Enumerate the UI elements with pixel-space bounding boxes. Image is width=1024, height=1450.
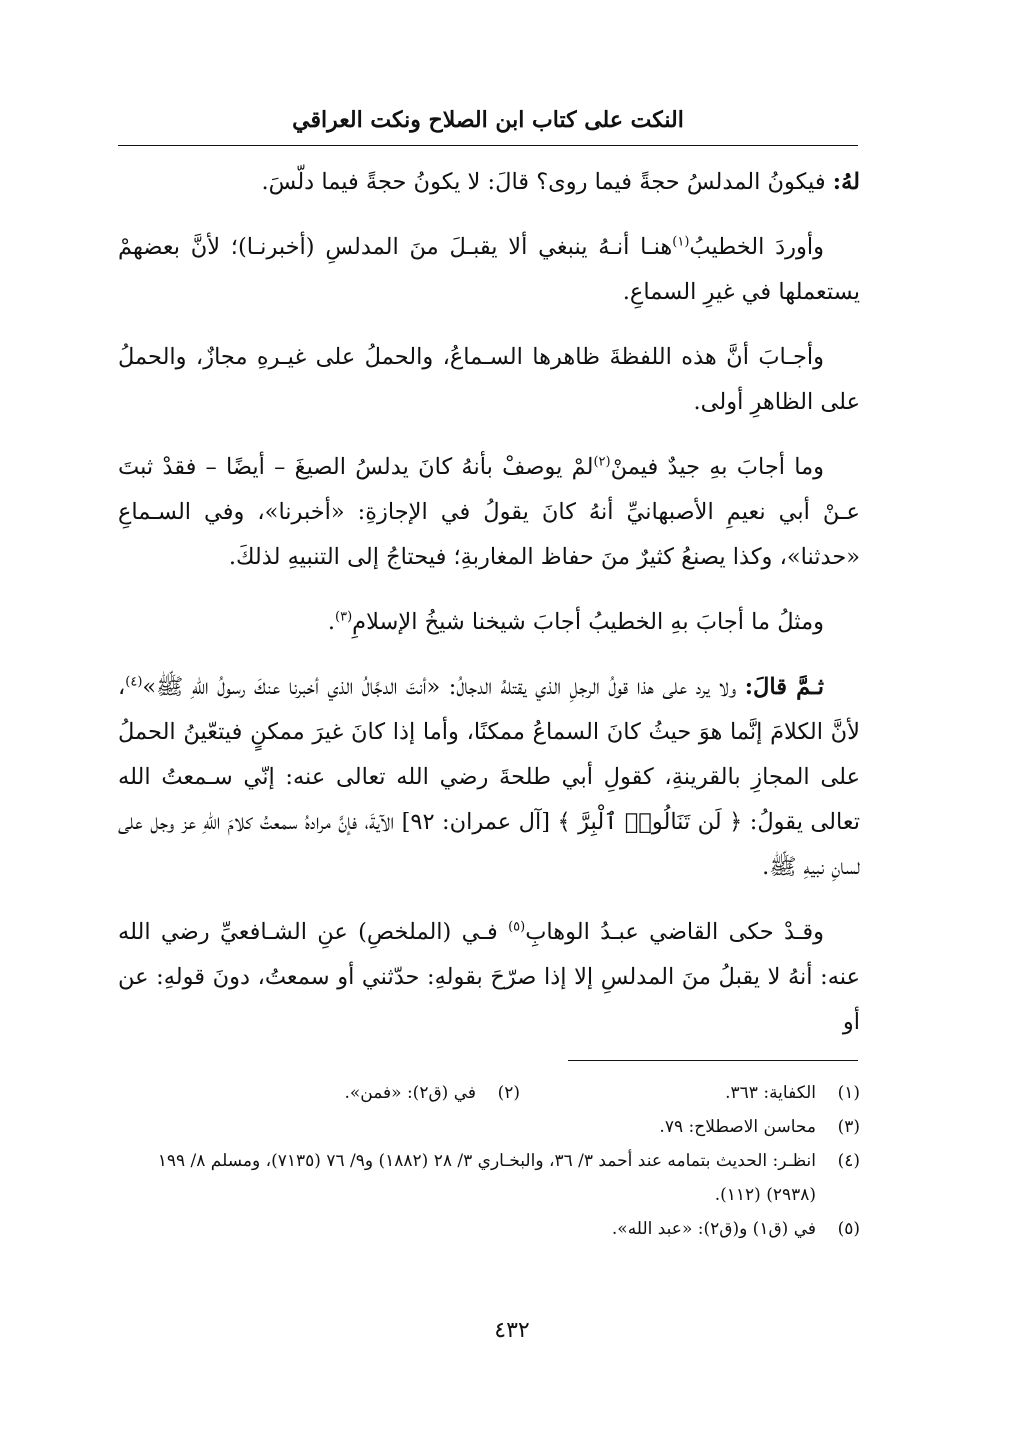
paragraph-text: فيكونُ المدلسُ حجةً فيما روى؟ قالَ: لا يكونُ حجةً فيما دلّسَ.: [261, 169, 833, 195]
paragraph-text: ، لأنَّ الكلامَ إنَّما هوَ حيثُ كانَ السماعُ ممكنًا، وأما إذا كانَ غيرَ ممكنٍ فيتعّينُ الحملُ على المجازِ بالقرينةِ، كقولِ أبي طلحةَ رضي الله تعالى عنه: إنّي سـمعتُ الله تعالى يقولُ: ﴿ لَن تَنَالُوا۟ ٱلْبِرَّ ﴾ [آل عمران: ٩٢] الآيةَ، فإنَّ مرادهُ سمعتُ كلامَ اللهِ عز وجل على لسانِ نبيهِ ﷺ.: [118, 674, 860, 880]
footnote-ref-4[interactable]: (٤): [125, 674, 143, 690]
paragraph-2: [118, 225, 860, 315]
header-rule: [118, 145, 858, 146]
paragraph-6: [118, 665, 860, 890]
paragraph-text: لمْ يوصفْ بأنهُ كانَ يدلسُ الصيغَ – أيضًا – فقدْ ثبتَ عـنْ أبي نعيمِ الأصبهانيِّ أنهُ كانَ يقولُ في الإجازةِ: «أخبرنا»، وفي السـماعِ «حدثنا»، وكذا يصنعُ كثيرٌ منَ حفاظ المغاربةِ؛ فيحتاجُ إلى التنبيهِ لذلكَ.: [118, 454, 860, 570]
paragraph-lead: لهُ:: [832, 169, 860, 195]
main-text: [118, 160, 860, 1065]
footnote-number: (٤): [837, 1151, 860, 1171]
footnotes: [118, 1076, 860, 1246]
footnote-ref-5[interactable]: (٥): [508, 919, 526, 935]
paragraph-text: ومثلُ ما أجابَ بهِ الخطيبُ أجابَ شيخنا شيخُ الإسلامِ: [352, 609, 824, 635]
footnote-ref-2[interactable]: (٢): [593, 454, 611, 470]
paragraph-text: فـي (الملخصِ) عنِ الشـافعيِّ رضي الله عنه: أنهُ لا يقبلُ منَ المدلسِ إلا إذا صرّحَ بقولهِ: حدّثني أو سمعتُ، دونَ قولهِ: عن أو: [118, 919, 860, 1035]
running-header: النكت على كتاب ابن الصلاح ونكت العراقي: [292, 107, 684, 133]
paragraph-text: وقـدْ حكى القاضي عبـدُ الوهابِ: [525, 919, 825, 945]
paragraph-lead: ثـمَّ قالَ:: [744, 674, 824, 700]
footnote-text: محاسن الاصطلاح: ٧٩.: [659, 1117, 816, 1137]
page-number: ٤٣٢: [494, 1318, 530, 1343]
paragraph-5: [118, 600, 860, 645]
footnote-4: [118, 1144, 860, 1212]
paragraph-text: هنـا أنـهُ ينبغي ألا يقبـلَ منَ المدلسِ (أخبرنـا)؛ لأنَّ بعضهمْ يستعملها في غيرِ السماعِ.: [118, 234, 860, 305]
paragraph-1: [118, 160, 860, 205]
paragraph-text: ولا يرد على هذا قولُ الرجلِ الذي يقتلهُ الدجالُ: «أنتَ الدجَّالُ الذي أخبرنا عنكَ رسولُ اللهِ ﷺ»: [142, 674, 745, 700]
footnote-1: [520, 1076, 860, 1110]
footnote-3: [118, 1110, 860, 1144]
footnote-number: (٥): [837, 1219, 860, 1239]
footnote-text: الكفاية: ٣٦٣.: [725, 1083, 816, 1103]
paragraph-text: وما أجابَ بهِ جيدٌ فيمنْ: [610, 454, 825, 480]
paragraph-7: [118, 910, 860, 1045]
paragraph-text: وأوردَ الخطيبُ: [689, 234, 824, 260]
footnote-2: [180, 1076, 520, 1110]
footnote-text: انظـر: الحديث بتمامه عند أحمد ٣/ ٣٦، والبخـاري ٣/ ٢٨ (١٨٨٢) و٩/ ٧٦ (٧١٣٥)، ومسلم ٨/ ١٩٩ (٢٩٣٨) (١١٢).: [157, 1151, 816, 1205]
paragraph-4: [118, 445, 860, 580]
footnote-ref-3[interactable]: (٣): [335, 609, 353, 625]
footnote-separator: [568, 1060, 858, 1061]
footnote-text: في (ق١) و(ق٢): «عبد الله».: [611, 1219, 816, 1239]
footnote-number: (٣): [837, 1117, 860, 1137]
footnote-5: [118, 1212, 860, 1246]
paragraph-text: .: [327, 609, 336, 635]
footnote-number: (١): [837, 1083, 860, 1103]
footnote-row: [118, 1076, 860, 1110]
footnote-ref-1[interactable]: (١): [672, 234, 690, 250]
footnote-number: (٢): [497, 1083, 520, 1103]
footnote-text: في (ق٢): «فمن».: [344, 1083, 476, 1103]
paragraph-3: وأجـابَ أنَّ هذه اللفظةَ ظاهرها السـماعُ، والحملُ على غيـرهِ مجازٌ، والحملُ على الظاهرِ أولى.: [118, 344, 860, 415]
